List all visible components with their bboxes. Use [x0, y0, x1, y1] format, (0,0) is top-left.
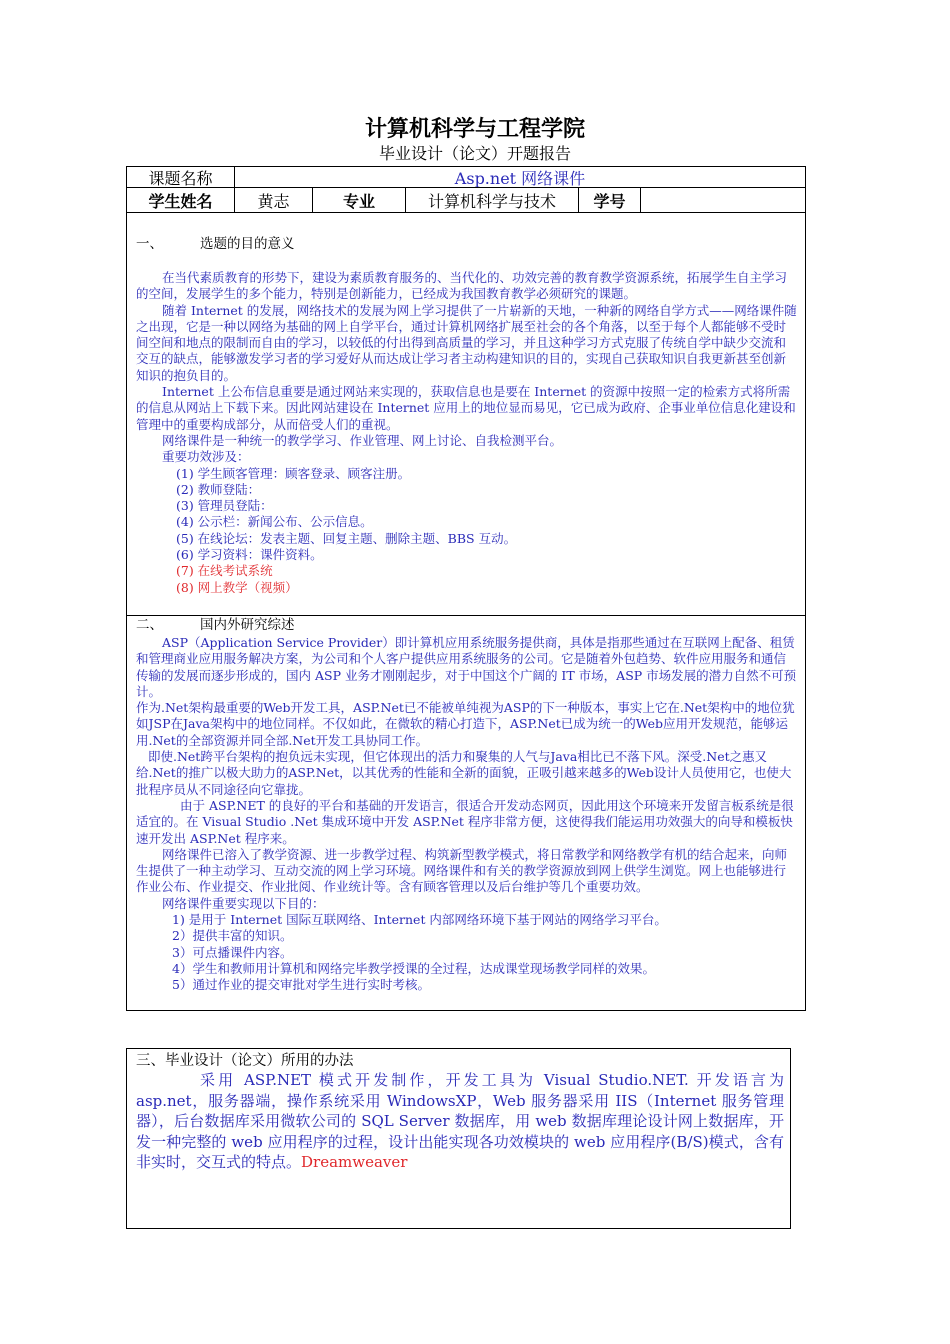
name-value: 黄志 [235, 188, 313, 212]
section1-paragraph: Internet 上公布信息重要是通过网站来实现的，获取信息也是要在 Internet 的资源中按照一定的检索方式将所需的信息从网站上下载下来。因此网站建设在 Internet 应用上的地位显而易见，它已成为政府、企事业单位信息化建设和管理中的重要构成部分，从而倍受人们的重视。 [136, 384, 796, 432]
name-label: 学生姓名 [127, 188, 235, 212]
goal-list-item: 4）学生和教师用计算机和网络完毕教学授课的全过程，达成课堂现场教学同样的效果。 [172, 960, 655, 976]
major-value: 计算机科学与技术 [406, 188, 579, 212]
function-list-item-highlighted: (7) 在线考试系统 [176, 563, 273, 579]
section1-paragraph: 随着 Internet 的发展，网络技术的发展为网上学习提供了一片崭新的天地，一种新的网络自学方式——网络课件随之出现，它是一种以网络为基础的网上自学平台，通过计算机网络扩展至社会的各个角落，以至于每个人都能够不受时间空间和地点的限制而自由的学习，以较低的付出得到高质量的学习，并且这种学习方式克服了传统自学中缺少交流和交互的缺点，能够激发学习者的学习爱好从而达成让学习者主动构建知识的目的，实现自己获取知识自我更新甚至创新知识的抱负目的。 [136, 302, 797, 383]
section3-highlight: Dreamweaver [301, 1153, 408, 1171]
section1-heading [136, 235, 295, 253]
section2-body [136, 635, 798, 994]
section1-paragraph: 重要功效涉及： [162, 449, 250, 465]
goal-list-item: 3）可点播课件内容。 [172, 944, 293, 960]
function-list-item: (6) 学习资料：课件资料。 [176, 547, 323, 563]
goal-list-item: 2）提供丰富的知识。 [172, 928, 293, 944]
section3-text: 采用 ASP.NET 模式开发制作，开发工具为 Visual Studio.NET. 开发语言为 asp.net，服务器端，操作系统采用 WindowsXP，Web 服务器采用 IIS（Internet 服务管理器），后台数据库采用微软公司的 SQL Server 数据库，用 web 数据库理论设计网上数据库，开发一种完整的 web 应用程序的过程，设计出能实现各功效模块的 web 应用程序(B/S)模式，含有非实时，交互式的特点。 [136, 1071, 784, 1171]
section2-paragraph: 由于 ASP.NET 的良好的平台和基础的开发语言，很适合开发动态网页，因此用这个环境来开发留言板系统是很适宜的。在 Visual Studio .Net 集成环境中开发 ASP.Net 程序非常方便，这使得我们能运用功效强大的向导和模板快速开发出 ASP.Net 程序来。 [136, 797, 794, 846]
section2-number: 二、 [136, 617, 163, 633]
section3-heading: 三、毕业设计（论文）所用的办法 [136, 1053, 354, 1069]
function-list-item-highlighted: (8) 网上教学（视频） [176, 579, 298, 595]
section3-body [136, 1070, 784, 1173]
section2-title: 国内外研究综述 [200, 617, 295, 633]
section2-heading [136, 616, 295, 634]
function-list-item: (3) 管理员登陆： [176, 498, 273, 514]
topic-value: Asp.net 网络课件 [454, 168, 586, 188]
function-list-item: (4) 公示栏：新闻公布、公示信息。 [176, 514, 373, 530]
function-list-item: (2) 教师登陆： [176, 481, 261, 497]
section2-paragraph: 网络课件重要实现以下目的： [162, 895, 325, 911]
section1-body [136, 270, 798, 596]
section2-paragraph: 网络课件已溶入了教学资源、进一步教学过程、构筑新型教学模式，将日常教学和网络教学有机的结合起来，向师生提供了一种主动学习、互动交流的网上学习环境。网络课件和有关的教学资源放到网上供学生浏览。网上也能够进行作业公布、作业提交、作业批阅、作业统计等。含有顾客管理以及后台维护等几个重要功效。 [136, 846, 788, 895]
section2-paragraph: 作为.Net架构最重要的Web开发工具，ASP.Net已不能被单纯视为ASP的下一种版本，事实上它在.Net架构中的地位犹如JSP在Java架构中的地位同样。不仅如此，在微软的精心打造下，ASP.Net已成为统一的Web应用开发规范，能够运用.Net的全部资源并同全部.Net开发工具协同工作。 [136, 700, 795, 748]
section2-paragraph: ASP（Application Service Provider）即计算机应用系统服务提供商，具体是指那些通过在互联网上配备、租赁和管理商业应用服务解决方案，为公司和个人客户提供应用系统服务的公司。它是随着外包趋势、软件应用服务和通信传输的发展而逐步形成的，国内 ASP 业务才刚刚起步，对于中国这个广阔的 IT 市场，ASP 市场发展的潜力自然不可预计。 [136, 635, 797, 699]
major-label: 专业 [313, 188, 406, 212]
section2-paragraph: 即使.Net跨平台架构的抱负远未实现，但它体现出的活力和聚集的人气与Java相比已不落下风。深受.Net之惠又给.Net的推广以极大助力的ASP.Net，以其优秀的性能和全新的面貌，正吸引越来越多的Web设计人员使用它，也使大批程序员从不同途径向它靠拢。 [136, 749, 792, 797]
topic-label: 课题名称 [127, 167, 235, 187]
topic-row [126, 166, 806, 188]
function-list-item: (1) 学生顾客管理：顾客登录、顾客注册。 [176, 465, 411, 481]
goal-list-item: 5）通过作业的提交审批对学生进行实时考核。 [172, 977, 430, 993]
student-row [126, 187, 806, 213]
section1-paragraph: 网络课件是一种统一的教学学习、作业管理、网上讨论、自我检测平台。 [162, 432, 563, 448]
function-list-item: (5) 在线论坛：发表主题、回复主题、删除主题、BBS 互动。 [176, 530, 517, 546]
section1-number: 一、 [136, 236, 163, 252]
section1-paragraph: 在当代素质教育的形势下，建设为素质教育服务的、当代化的、功效完善的教育教学资源系统，拓展学生自主学习的空间，发展学生的多个能力，特别是创新能力，已经成为我国教育教学必须研究的课题。 [136, 270, 788, 302]
page-title: 计算机科学与工程学院 [364, 117, 585, 142]
id-value [641, 188, 805, 212]
id-label: 学号 [579, 188, 641, 212]
section1-title: 选题的目的意义 [200, 236, 295, 252]
page-subtitle: 毕业设计（论文）开题报告 [378, 144, 571, 163]
goal-list-item: 1) 是用于 Internet 国际互联网络、Internet 内部网络环境下基于网站的网络学习平台。 [172, 912, 667, 928]
